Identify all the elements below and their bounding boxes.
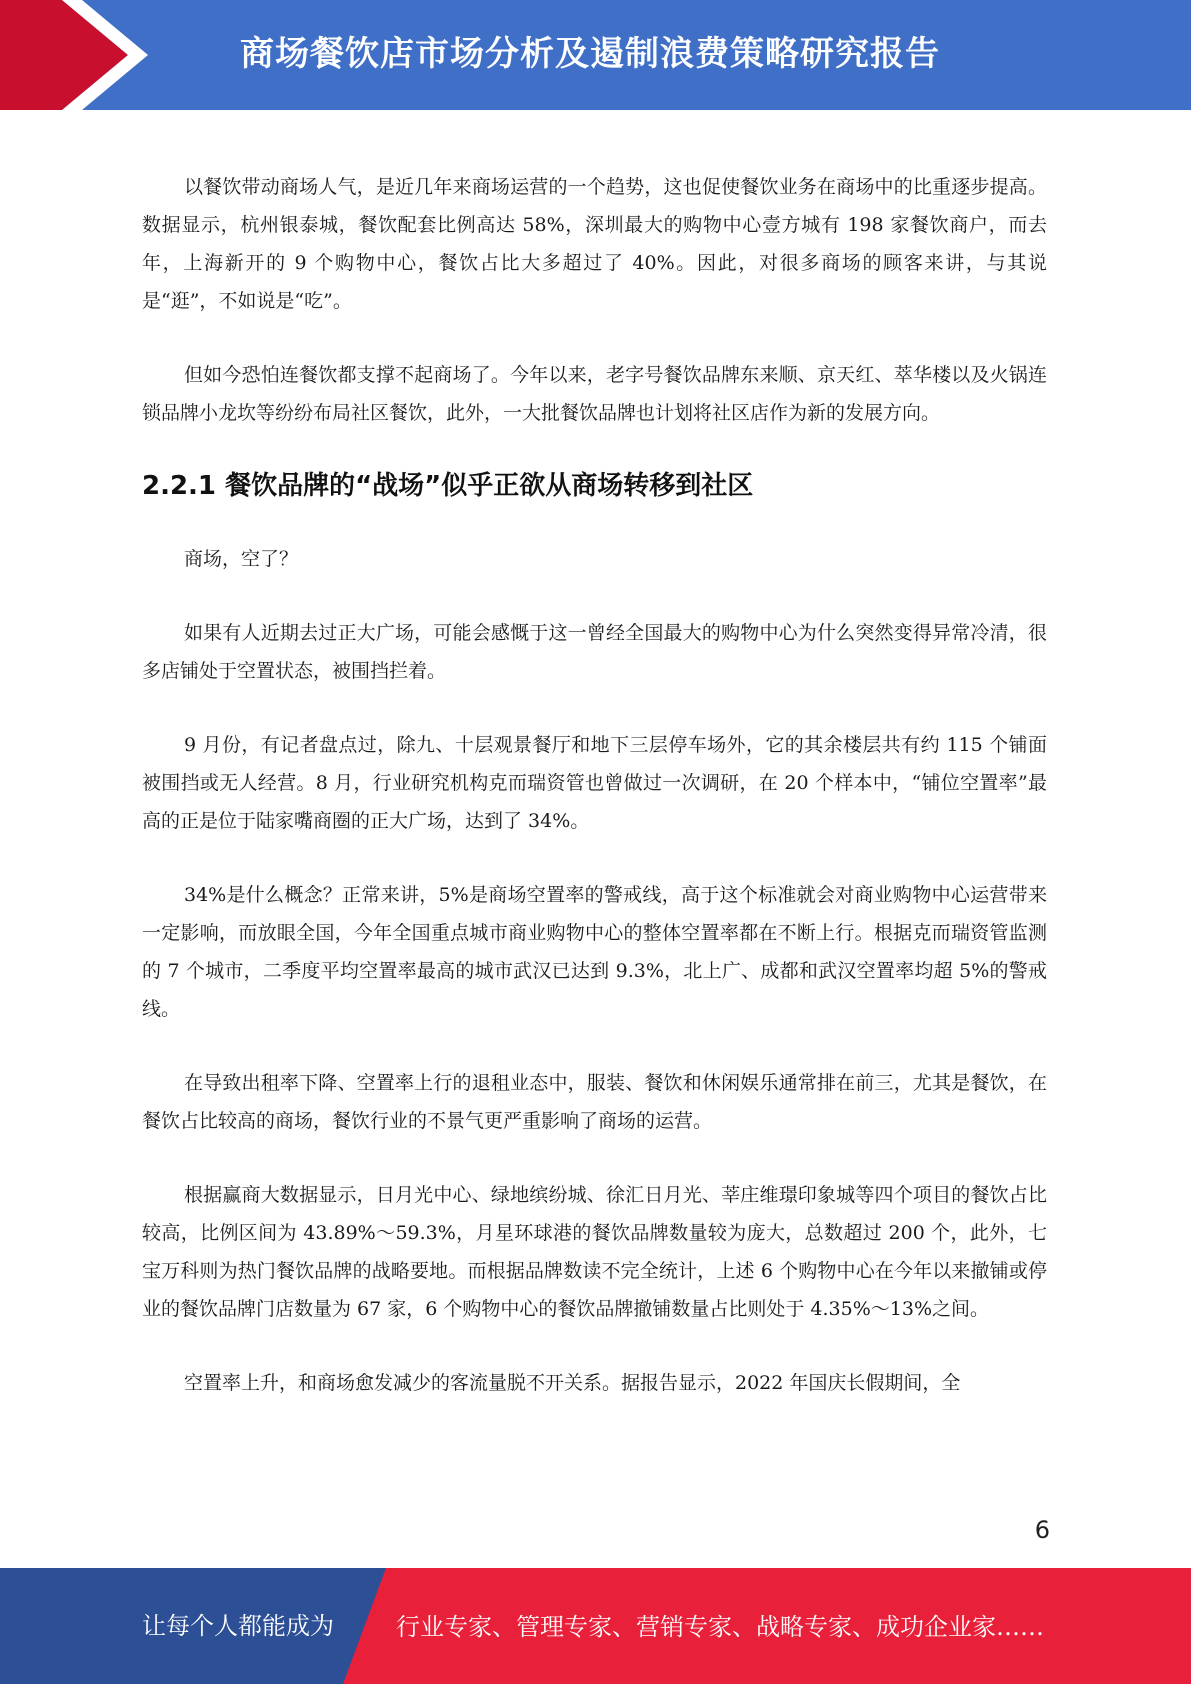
page-footer [0, 1568, 1191, 1684]
paragraph: 但如今恐怕连餐饮都支撑不起商场了。今年以来，老字号餐饮品牌东来顺、京天红、萃华楼以及火锅连锁品牌小龙坎等纷纷布局社区餐饮，此外，一大批餐饮品牌也计划将社区店作为新的发展方向。 [142, 364, 1047, 424]
footer-slogan-left: 让每个人都能成为 [142, 1612, 334, 1640]
header-chevron-decoration [0, 0, 160, 110]
paragraph: 商场，空了？ [184, 548, 299, 570]
paragraph: 34%是什么概念？正常来讲，5%是商场空置率的警戒线，高于这个标准就会对商业购物中心运营带来一定影响，而放眼全国，今年全国重点城市商业购物中心的整体空置率都在不断上行。根据克而瑞资管监测的 7 个城市，二季度平均空置率最高的城市武汉已达到 9.3%，北上广、成都和武汉空置率均超 5%的警戒线。 [142, 884, 1047, 1020]
page-header [0, 0, 1191, 110]
paragraph: 根据赢商大数据显示，日月光中心、绿地缤纷城、徐汇日月光、莘庄维璟印象城等四个项目的餐饮占比较高，比例区间为 43.89%～59.3%，月星环球港的餐饮品牌数量较为庞大，总数超过 200 个，此外，七宝万科则为热门餐饮品牌的战略要地。而根据品牌数读不完全统计，上述 6 个购物中心在今年以来撤铺或停业的餐饮品牌门店数量为 67 家，6 个购物中心的餐饮品牌撤铺数量占比则处于 4.35%～13%之间。 [142, 1184, 1047, 1320]
paragraph: 9 月份，有记者盘点过，除九、十层观景餐厅和地下三层停车场外，它的其余楼层共有约 115 个铺面被围挡或无人经营。8 月，行业研究机构克而瑞资管也曾做过一次调研，在 20 个样本中，“铺位空置率”最高的正是位于陆家嘴商圈的正大广场，达到了 34%。 [142, 734, 1047, 832]
page-number: 6 [1034, 1516, 1050, 1544]
document-body [142, 168, 1047, 1402]
paragraph: 在导致出租率下降、空置率上行的退租业态中，服装、餐饮和休闲娱乐通常排在前三，尤其是餐饮，在餐饮占比较高的商场，餐饮行业的不景气更严重影响了商场的运营。 [142, 1072, 1047, 1132]
paragraph: 以餐饮带动商场人气，是近几年来商场运营的一个趋势，这也促使餐饮业务在商场中的比重逐步提高。数据显示，杭州银泰城，餐饮配套比例高达 58%，深圳最大的购物中心壹方城有 198 家餐饮商户，而去年，上海新开的 9 个购物中心，餐饮占比大多超过了 40%。因此，对很多商场的顾客来讲，与其说是“逛”，不如说是“吃”。 [142, 176, 1047, 312]
section-heading: 2.2.1 餐饮品牌的“战场”似乎正欲从商场转移到社区 [142, 471, 754, 501]
paragraph: 如果有人近期去过正大广场，可能会感慨于这一曾经全国最大的购物中心为什么突然变得异常冷清，很多店铺处于空置状态，被围挡拦着。 [142, 622, 1047, 682]
report-title: 商场餐饮店市场分析及遏制浪费策略研究报告 [240, 34, 940, 74]
footer-slogan-right: 行业专家、管理专家、营销专家、战略专家、成功企业家…… [396, 1613, 1044, 1641]
paragraph: 空置率上升，和商场愈发减少的客流量脱不开关系。据报告显示，2022 年国庆长假期间，全 [184, 1372, 961, 1394]
